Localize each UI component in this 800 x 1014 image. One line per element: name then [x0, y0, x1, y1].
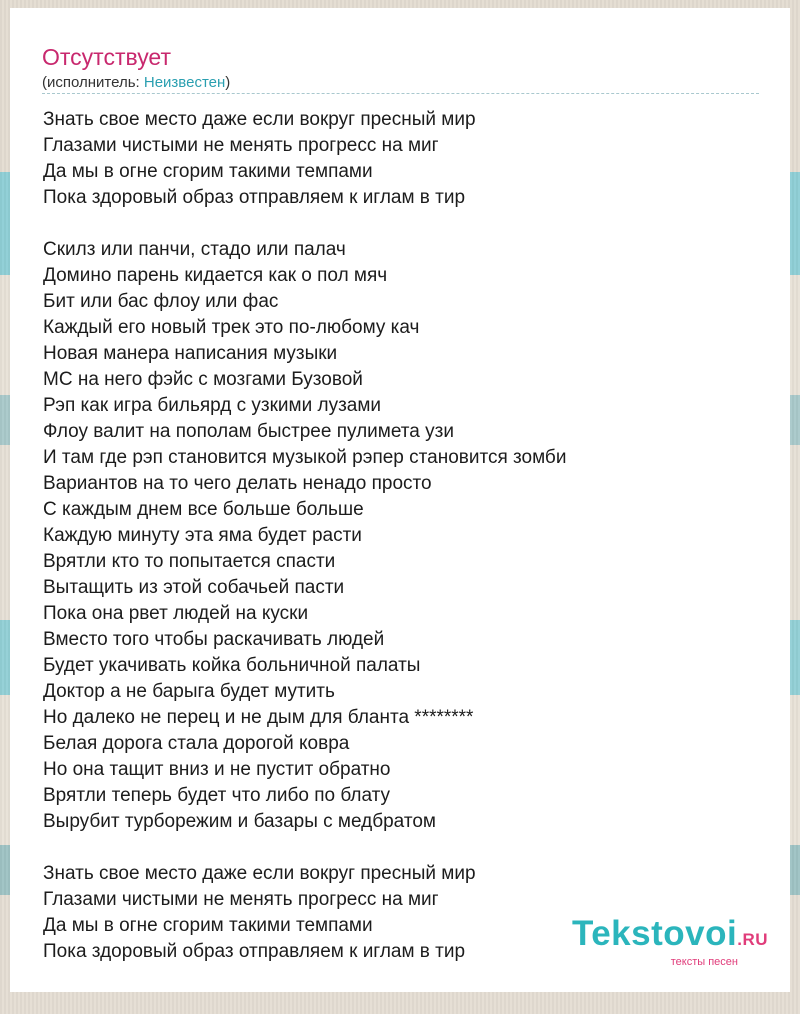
- lyric-line: Вырубит турборежим и базары с медбратом: [43, 811, 436, 832]
- lyric-line: Вместо того чтобы раскачивать людей: [43, 629, 385, 650]
- lyrics-stanza: [43, 237, 566, 835]
- lyric-line: Пока здоровый образ отправляем к иглам в тир: [43, 941, 466, 962]
- lyric-line: Пока она рвет людей на куски: [43, 603, 309, 624]
- lyric-line: Глазами чистыми не менять прогресс на миг: [43, 135, 439, 156]
- lyric-line: Но она тащит вниз и не пустит обратно: [43, 759, 391, 780]
- logo-tld: .RU: [737, 930, 768, 949]
- lyric-line: Новая манера написания музыки: [43, 343, 338, 364]
- lyric-line: Да мы в огне сгорим такими темпами: [43, 915, 373, 936]
- lyric-line: Глазами чистыми не менять прогресс на миг: [43, 889, 439, 910]
- lyric-line: Будет укачивать койка больничной палаты: [43, 655, 421, 676]
- lyric-line: Каждый его новый трек это по-любому кач: [43, 317, 420, 338]
- artist-byline: [42, 74, 230, 91]
- lyric-line: С каждым днем все больше больше: [43, 499, 364, 520]
- lyrics-stanza: [43, 107, 566, 211]
- lyric-line: Знать свое место даже если вокруг пресный мир: [43, 109, 476, 130]
- logo-tagline: тексты песен: [670, 956, 738, 968]
- lyric-line: Домино парень кидается как о пол мяч: [43, 265, 388, 286]
- logo-wordmark: [572, 916, 768, 958]
- lyric-line: Пока здоровый образ отправляем к иглам в тир: [43, 187, 466, 208]
- lyric-line: Врятли теперь будет что либо по блату: [43, 785, 391, 806]
- lyrics-card: [10, 8, 790, 992]
- lyric-line: Бит или бас флоу или фас: [43, 291, 279, 312]
- lyric-line: Но далеко не перец и не дым для бланта ********: [43, 707, 474, 728]
- lyric-line: Знать свое место даже если вокруг пресный мир: [43, 863, 476, 884]
- lyric-line: И там где рэп становится музыкой рэпер становится зомби: [43, 447, 567, 468]
- logo-name: Tekstovoi: [571, 914, 738, 953]
- lyric-line: Флоу валит на пополам быстрее пулимета узи: [43, 421, 454, 442]
- lyric-line: Да мы в огне сгорим такими темпами: [43, 161, 373, 182]
- lyric-line: Каждую минуту эта яма будет расти: [43, 525, 362, 546]
- site-logo[interactable]: [572, 916, 768, 968]
- lyric-line: Вытащить из этой собачьей пасти: [43, 577, 345, 598]
- lyric-line: МС на него фэйс с мозгами Бузовой: [43, 369, 363, 390]
- title-divider: [42, 93, 759, 94]
- song-title: Отсутствует: [42, 44, 171, 70]
- byline-suffix: ): [225, 74, 231, 91]
- byline-prefix: (исполнитель:: [42, 74, 144, 91]
- lyric-line: Рэп как игра бильярд с узкими лузами: [43, 395, 382, 416]
- lyrics-stanza: [43, 861, 566, 965]
- lyric-line: Врятли кто то попытается спасти: [43, 551, 336, 572]
- lyric-line: Вариантов на то чего делать ненадо просто: [43, 473, 432, 494]
- lyric-line: Скилз или панчи, стадо или палач: [43, 239, 346, 260]
- lyric-line: Доктор а не барыга будет мутить: [43, 681, 335, 702]
- lyrics-text: [43, 107, 566, 991]
- artist-link[interactable]: Неизвестен: [143, 74, 226, 91]
- lyric-line: Белая дорога стала дорогой ковра: [43, 733, 350, 754]
